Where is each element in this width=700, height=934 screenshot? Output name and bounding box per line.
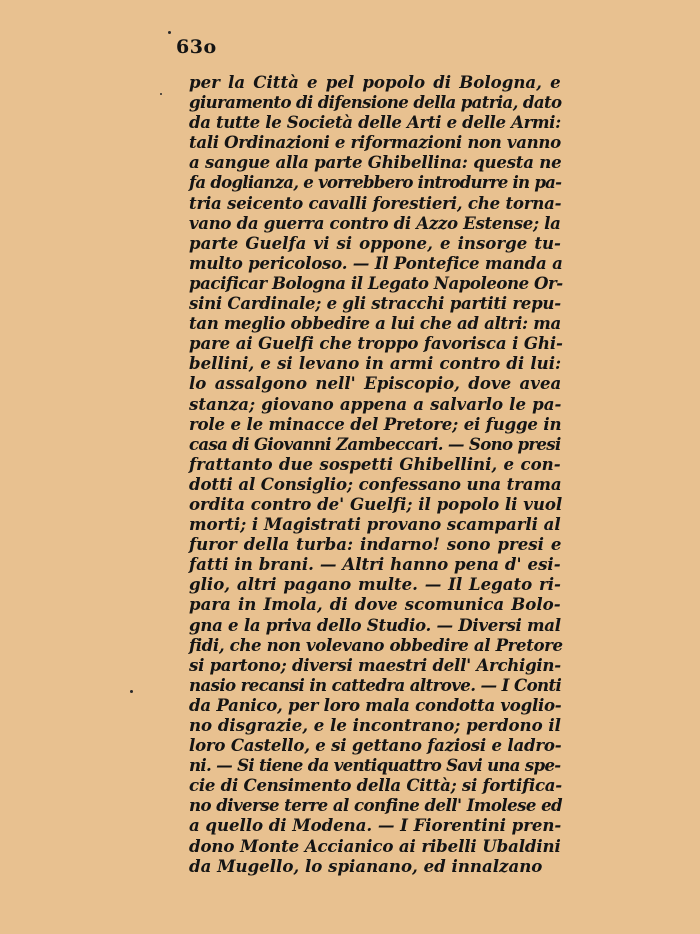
text-line: giuramento di difensione della patria, dato: [189, 92, 562, 113]
body-text: [189, 72, 569, 876]
text-line: casa di Giovanni Zambeccari. — Sono presi: [189, 433, 561, 454]
text-line: no disgrazie, e le incontrano; perdono il: [189, 715, 561, 735]
text-line: loro Castello, e si gettano faziosi e ladro-: [189, 735, 562, 756]
text-line: parte Guelfa vi si oppone, e insorge tu-: [189, 232, 561, 253]
text-line: role e le minacce del Pretore; ei fugge in: [189, 413, 562, 434]
text-line: per la Città e pel popolo di Bologna, e: [189, 72, 561, 92]
text-line: ni. — Si tiene da ventiquattro Savi una spe-: [189, 755, 561, 776]
text-line: pacificar Bologna il Legato Napoleone Or-: [189, 272, 563, 293]
text-line: cie di Censimento della Città; si fortifica-: [189, 775, 562, 796]
text-line: dono Monte Accianico ai ribelli Ubaldini: [189, 835, 561, 856]
text-line: da Panico, per loro mala condotta voglio-: [189, 694, 562, 715]
text-line: a sangue alla parte Ghibellina: questa ne: [189, 152, 562, 173]
text-line: lo assalgono nell' Episcopio, dove avea: [189, 373, 562, 394]
text-line: dotti al Consiglio; confessano una trama: [189, 473, 562, 494]
text-line: no diverse terre al confine dell' Imolese ed: [189, 795, 563, 816]
text-line: vano da guerra contro di Azzo Estense; la: [189, 212, 561, 233]
text-line: stanza; giovano appena a salvarlo le pa-: [189, 393, 562, 414]
text-line: da Mugello, lo spianano, ed innalzano: [189, 855, 543, 876]
text-line: furor della turba: indarno! sono presi e: [189, 534, 562, 555]
text-line: gna e la priva dello Studio. — Diversi mal: [189, 614, 561, 635]
text-line: nasio recansi in cattedra altrove. — I Conti: [189, 674, 562, 695]
text-line: tan meglio obbedire a lui che ad altri: ma: [189, 313, 561, 334]
text-line: para in Imola, di dove scomunica Bolo-: [189, 594, 561, 615]
text-line: tria seicento cavalli forestieri, che torna-: [189, 192, 562, 213]
page-number: 63o: [176, 36, 217, 58]
text-line: morti; i Magistrati provano scamparli al: [189, 514, 561, 535]
text-line: pare ai Guelfi che troppo favorisca i Ghi-: [189, 333, 563, 354]
text-line: fidi, che non volevano obbedire al Pretore: [189, 634, 563, 655]
ink-speck: [168, 31, 171, 34]
text-line: fa doglianza, e vorrebbero introdurre in pa-: [189, 172, 562, 193]
text-line: multo pericoloso. — Il Pontefice manda a: [189, 252, 563, 273]
text-line: si partono; diversi maestri dell' Archigin-: [189, 654, 561, 675]
text-line: fatti in brani. — Altri hanno pena d' esi-: [189, 554, 561, 575]
ink-speck: [160, 93, 162, 95]
text-line: tali Ordinazioni e riformazioni non vanno: [189, 132, 561, 153]
text-line: glio, altri pagano multe. — Il Legato ri-: [189, 574, 561, 595]
text-line: da tutte le Società delle Arti e delle Armi:: [189, 112, 561, 133]
text-line: bellini, e si levano in armi contro di lui:: [189, 353, 562, 374]
text-line: a quello di Modena. — I Fiorentini pren-: [189, 815, 562, 836]
text-line: ordita contro de' Guelfi; il popolo li vuol: [189, 493, 563, 514]
ink-speck: [130, 690, 133, 693]
text-line: sini Cardinale; e gli stracchi partiti repu-: [189, 293, 561, 314]
text-line: frattanto due sospetti Ghibellini, e con-: [189, 453, 561, 474]
